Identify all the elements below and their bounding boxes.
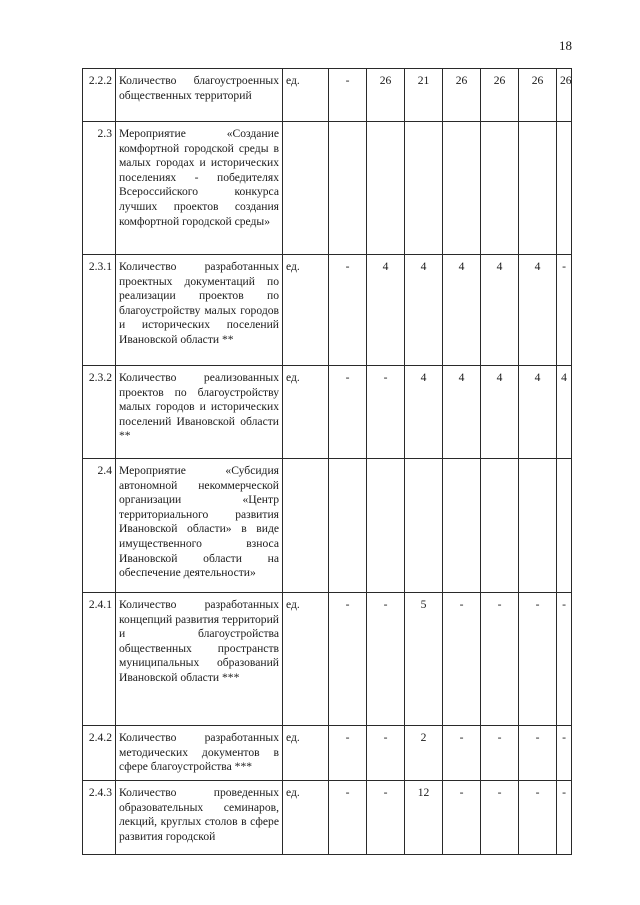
table-row xyxy=(83,366,572,459)
value-cell: - xyxy=(519,781,557,855)
value-cell xyxy=(443,122,481,255)
indicators-table xyxy=(82,68,572,855)
value-cell: - xyxy=(557,593,572,726)
unit-cell: ед. xyxy=(283,781,329,855)
value-cell xyxy=(557,122,572,255)
value-cell: 4 xyxy=(519,366,557,459)
value-cell xyxy=(519,122,557,255)
value-cell xyxy=(329,459,367,593)
value-cell xyxy=(367,122,405,255)
row-number: 2.3 xyxy=(83,122,116,255)
value-cell xyxy=(405,459,443,593)
value-cell: - xyxy=(519,726,557,781)
value-cell: - xyxy=(443,593,481,726)
value-cell: 26 xyxy=(557,69,572,122)
table-row xyxy=(83,69,572,122)
value-cell: - xyxy=(481,781,519,855)
indicator-name: Количество разработанных проектных документаций по реализации проектов по благоустройству малых городов и исторических поселений Ивановской области ** xyxy=(116,255,283,366)
value-cell xyxy=(367,459,405,593)
value-cell: 26 xyxy=(367,69,405,122)
value-cell: 4 xyxy=(443,366,481,459)
value-cell: 26 xyxy=(481,69,519,122)
value-cell: - xyxy=(443,726,481,781)
value-cell: - xyxy=(557,781,572,855)
unit-cell xyxy=(283,122,329,255)
table-row xyxy=(83,459,572,593)
value-cell: - xyxy=(367,366,405,459)
indicator-name: Мероприятие «Субсидия автономной некоммерческой организации «Центр территориального развития Ивановской области» в виде имущественного взноса Ивановской области на обеспечение деятельности» xyxy=(116,459,283,593)
value-cell: - xyxy=(481,726,519,781)
value-cell: - xyxy=(367,593,405,726)
unit-cell: ед. xyxy=(283,726,329,781)
value-cell: - xyxy=(329,593,367,726)
value-cell xyxy=(481,459,519,593)
value-cell: 2 xyxy=(405,726,443,781)
unit-cell: ед. xyxy=(283,255,329,366)
value-cell: 4 xyxy=(481,366,519,459)
value-cell: 4 xyxy=(481,255,519,366)
indicator-name: Количество разработанных концепций развития территорий и благоустройства общественных пространств муниципальных образований Ивановской области *** xyxy=(116,593,283,726)
value-cell xyxy=(405,122,443,255)
value-cell: - xyxy=(443,781,481,855)
value-cell: 26 xyxy=(443,69,481,122)
value-cell: 26 xyxy=(519,69,557,122)
indicator-name: Количество разработанных методических документов в сфере благоустройства *** xyxy=(116,726,283,781)
value-cell xyxy=(481,122,519,255)
table-row xyxy=(83,122,572,255)
unit-cell: ед. xyxy=(283,366,329,459)
table-row xyxy=(83,781,572,855)
value-cell: - xyxy=(329,255,367,366)
row-number: 2.4.3 xyxy=(83,781,116,855)
value-cell: 4 xyxy=(367,255,405,366)
value-cell: 4 xyxy=(405,366,443,459)
row-number: 2.3.1 xyxy=(83,255,116,366)
value-cell: 21 xyxy=(405,69,443,122)
indicator-name: Количество проведенных образовательных семинаров, лекций, круглых столов в сфере развития городской xyxy=(116,781,283,855)
indicator-name: Количество благоустроенных общественных территорий xyxy=(116,69,283,122)
table-row xyxy=(83,726,572,781)
value-cell: - xyxy=(367,781,405,855)
page-number: 18 xyxy=(559,38,572,53)
value-cell: - xyxy=(481,593,519,726)
row-number: 2.4 xyxy=(83,459,116,593)
value-cell: 4 xyxy=(405,255,443,366)
unit-cell: ед. xyxy=(283,593,329,726)
value-cell xyxy=(443,459,481,593)
value-cell: - xyxy=(329,366,367,459)
value-cell: - xyxy=(367,726,405,781)
value-cell: - xyxy=(329,726,367,781)
value-cell xyxy=(519,459,557,593)
value-cell: 12 xyxy=(405,781,443,855)
value-cell: - xyxy=(329,69,367,122)
value-cell: 4 xyxy=(519,255,557,366)
value-cell: - xyxy=(519,593,557,726)
row-number: 2.4.1 xyxy=(83,593,116,726)
row-number: 2.4.2 xyxy=(83,726,116,781)
value-cell: - xyxy=(329,781,367,855)
value-cell xyxy=(557,459,572,593)
table-row xyxy=(83,255,572,366)
value-cell xyxy=(329,122,367,255)
value-cell: - xyxy=(557,726,572,781)
indicator-name: Количество реализованных проектов по благоустройству малых городов и исторических поселений Ивановской области ** xyxy=(116,366,283,459)
value-cell: - xyxy=(557,255,572,366)
unit-cell xyxy=(283,459,329,593)
indicator-name: Мероприятие «Создание комфортной городской среды в малых городах и исторических поселениях - победителях Всероссийского конкурса лучших проектов создания комфортной городской среды» xyxy=(116,122,283,255)
table-row xyxy=(83,593,572,726)
row-number: 2.2.2 xyxy=(83,69,116,122)
value-cell: 5 xyxy=(405,593,443,726)
row-number: 2.3.2 xyxy=(83,366,116,459)
value-cell: 4 xyxy=(557,366,572,459)
unit-cell: ед. xyxy=(283,69,329,122)
value-cell: 4 xyxy=(443,255,481,366)
